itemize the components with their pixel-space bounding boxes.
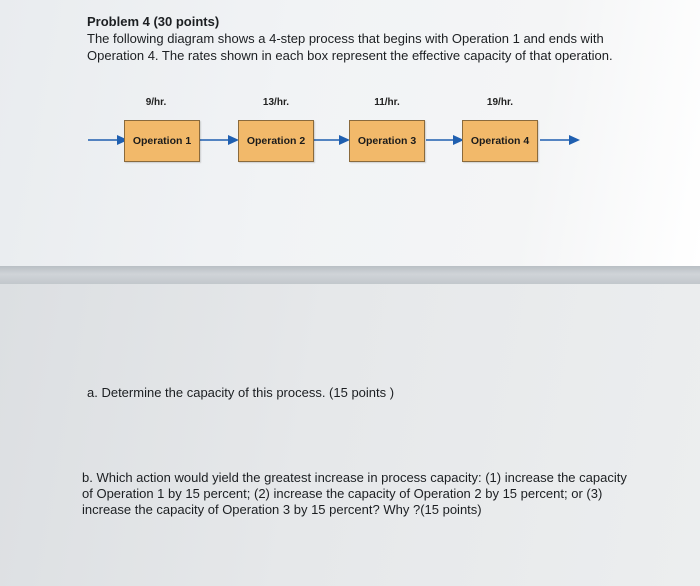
arrow-op1-op2-icon	[199, 133, 239, 147]
question-a: a. Determine the capacity of this process. (15 points )	[87, 385, 395, 400]
question-b: b. Which action would yield the greatest increase in process capacity: (1) increase the capacity of Operation 1 by 15 percent; (2) increase the capacity of Operation 2 by 15 percent; or (3) increase the capacity of Operation 3 by 15 percent? Why ?(15 points)	[82, 470, 627, 517]
process-diagram	[0, 0, 700, 270]
operation-4-box	[462, 120, 538, 162]
operation-4-label: Operation 4	[470, 135, 530, 147]
arrow-output-icon	[540, 133, 580, 147]
arrow-op2-op3-icon	[314, 133, 350, 147]
operation-3-label: Operation 3	[357, 135, 417, 147]
operation-2-box	[238, 120, 314, 162]
rate-operation-2: 13/hr.	[262, 97, 290, 108]
rate-operation-1: 9/hr.	[145, 97, 167, 108]
operation-1-label: Operation 1	[132, 135, 192, 147]
worksheet-bottom-page	[0, 284, 700, 586]
rate-operation-4: 19/hr.	[486, 97, 514, 108]
operation-3-box	[349, 120, 425, 162]
problem-description: The following diagram shows a 4-step process that begins with Operation 1 and ends with Operation 4. The rates shown in each box represent the effective capacity of that operation.	[87, 31, 613, 63]
arrow-input-icon	[88, 133, 128, 147]
operation-1-box	[124, 120, 200, 162]
rate-operation-3: 11/hr.	[374, 97, 400, 108]
problem-title: Problem 4 (30 points)	[87, 14, 220, 29]
arrow-op3-op4-icon	[426, 133, 464, 147]
operation-2-label: Operation 2	[246, 135, 306, 147]
